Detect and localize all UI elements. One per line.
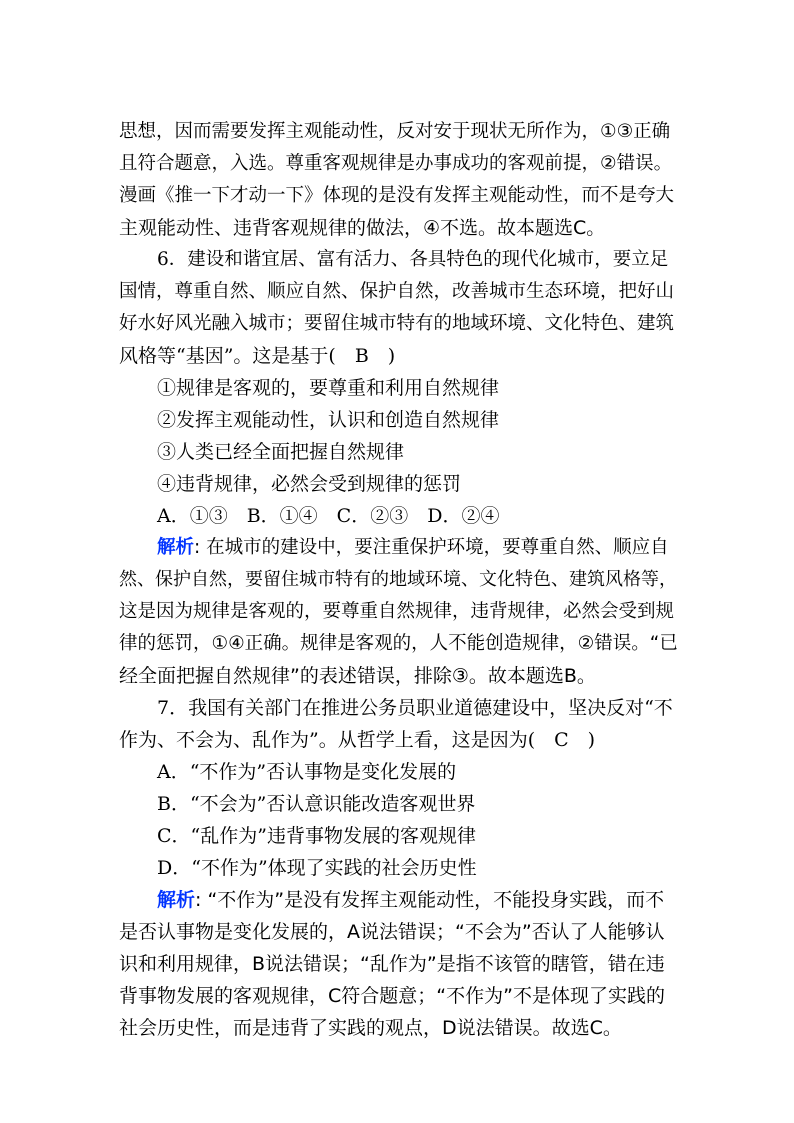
q6-stem-line-1: 6．建设和谐宜居、富有活力、各具特色的现代化城市，要立足 xyxy=(157,249,669,270)
q6-statement-3: ③人类已经全面把握自然规律 xyxy=(157,441,405,463)
q7-stem-line-2: 作为、不会为、乱作为”。从哲学上看，这是因为( C ) xyxy=(119,729,596,751)
q7-analysis-line-2: 是否认事物是变化发展的，A说法错误；“不会为”否认了人能够认 xyxy=(119,921,665,943)
q6-stem-line-2: 国情，尊重自然、顺应自然、保护自然，改善城市生态环境，把好山 xyxy=(119,281,675,302)
q7-stem-line-1: 7．我国有关部门在推进公务员职业道德建设中，坚决反对“不 xyxy=(157,697,673,719)
q7-analysis-line-4: 背事物发展的客观规律，C符合题意；“不作为”不是体现了实践的 xyxy=(119,985,665,1007)
q7-option-a: A．“不作为”否认事物是变化发展的 xyxy=(157,761,457,783)
q6-stem-line-4: 风格等“基因”。这是基于( B ) xyxy=(119,345,396,367)
q6-options: A．①③ B．①④ C．②③ D．②④ xyxy=(157,505,500,527)
q6-statement-4: ④违背规律，必然会受到规律的惩罚 xyxy=(157,473,462,495)
q6-analysis-line-1 xyxy=(157,535,669,561)
q6-statement-2: ②发挥主观能动性，认识和创造自然规律 xyxy=(157,409,500,431)
intro-line-2: 且符合题意，入选。尊重客观规律是办事成功的客观前提，②错误。 xyxy=(119,153,673,174)
q7-analysis-text-1: : “不作为”是没有发挥主观能动性，不能投身实践，而不 xyxy=(195,889,665,911)
q7-analysis-line-5: 社会历史性，而是违背了实践的观点，D说法错误。故选C。 xyxy=(119,1017,622,1039)
q6-analysis-line-2: 然、保护自然，要留住城市特有的地域环境、文化特色、建筑风格等， xyxy=(119,569,677,590)
intro-line-3: 漫画《推一下才动一下》体现的是没有发挥主观能动性，而不是夸大 xyxy=(119,185,675,206)
q6-analysis-line-3: 这是因为规律是客观的，要尊重自然规律，违背规律，必然会受到规 xyxy=(119,601,675,622)
q6-statement-1: ①规律是客观的，要尊重和利用自然规律 xyxy=(157,377,500,399)
intro-line-4: 主观能动性、违背客观规律的做法，④不选。故本题选C。 xyxy=(119,217,606,239)
q7-analysis-label: 解析 xyxy=(157,889,196,911)
q7-analysis-line-3: 识和利用规律，B说法错误；“乱作为”是指不该管的瞎管，错在违 xyxy=(119,953,665,975)
q6-analysis-line-5: 经全面把握自然规律”的表述错误，排除③。故本题选B。 xyxy=(119,665,596,687)
q7-option-c: C．“乱作为”违背事物发展的客观规律 xyxy=(157,825,476,847)
q6-analysis-label: 解析 xyxy=(157,537,195,558)
q6-analysis-text-1: : 在城市的建设中，要注重保护环境，要尊重自然、顺应自 xyxy=(194,537,669,558)
q7-option-b: B．“不会为”否认意识能改造客观世界 xyxy=(157,793,476,815)
intro-line-1: 思想，因而需要发挥主观能动性，反对安于现状无所作为，①③正确 xyxy=(119,121,671,142)
q7-option-d: D．“不作为”体现了实践的社会历史性 xyxy=(157,857,477,879)
q6-stem-line-3: 好水好风光融入城市；要留住城市特有的地域环境、文化特色、建筑 xyxy=(119,313,675,334)
q6-analysis-line-4: 律的惩罚，①④正确。规律是客观的，人不能创造规律，②错误。“已 xyxy=(119,633,678,654)
q7-analysis-line-1 xyxy=(157,887,664,913)
